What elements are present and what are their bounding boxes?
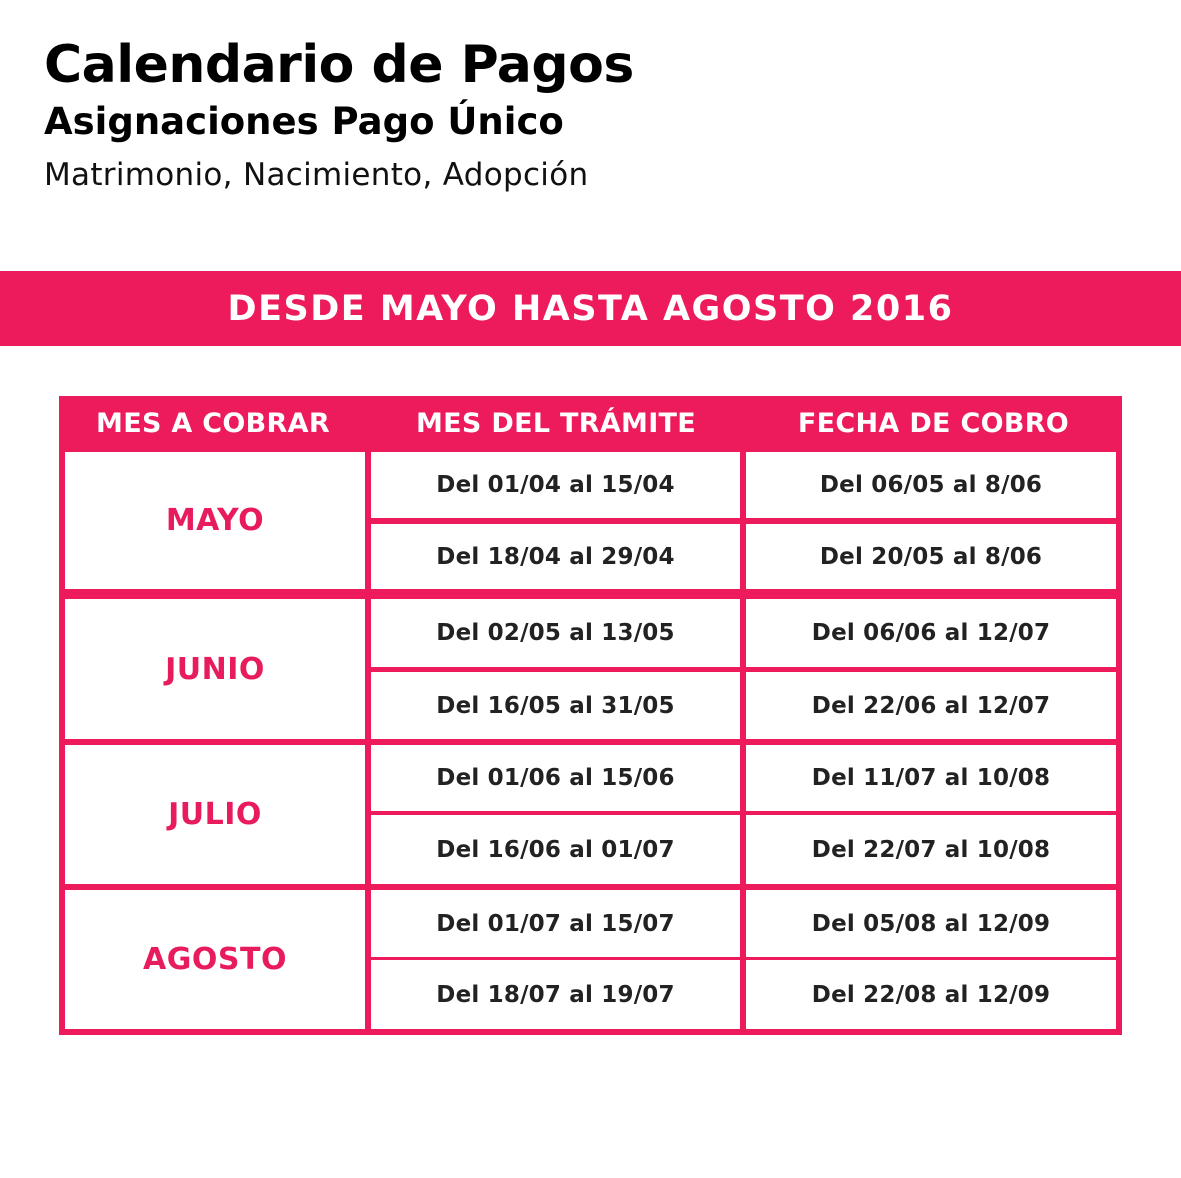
tramite-period: Del 02/05 al 13/05 xyxy=(436,620,675,646)
tramite-cell xyxy=(371,452,740,518)
column-header-fecha-de-cobro: FECHA DE COBRO xyxy=(797,408,1070,439)
cobro-period: Del 06/05 al 8/06 xyxy=(819,472,1043,498)
cobro-period: Del 11/07 al 10/08 xyxy=(811,765,1051,791)
tramite-period: Del 18/07 al 19/07 xyxy=(436,981,675,1008)
cobro-period: Del 22/06 al 12/07 xyxy=(811,692,1051,719)
tramite-cell xyxy=(371,960,740,1029)
month-label-agosto: AGOSTO xyxy=(143,942,287,977)
tramite-cell xyxy=(371,672,740,739)
month-label-julio: JULIO xyxy=(168,797,262,832)
tramite-period: Del 18/04 al 29/04 xyxy=(436,543,675,570)
tramite-cell xyxy=(371,745,740,811)
cobro-cell xyxy=(746,960,1116,1029)
tramite-period: Del 01/06 al 15/06 xyxy=(436,765,675,791)
tramite-cell xyxy=(371,524,740,589)
cobro-cell xyxy=(746,890,1116,957)
cobro-period: Del 06/06 al 12/07 xyxy=(811,620,1051,646)
cobro-period: Del 22/07 al 10/08 xyxy=(811,836,1051,863)
month-label-junio: JUNIO xyxy=(165,651,265,687)
page-description: Matrimonio, Nacimiento, Adopción xyxy=(44,157,589,193)
tramite-period: Del 16/05 al 31/05 xyxy=(436,692,675,719)
tramite-cell xyxy=(371,890,740,957)
cobro-cell xyxy=(746,672,1116,739)
page-subtitle: Asignaciones Pago Único xyxy=(44,100,564,143)
tramite-period: Del 01/04 al 15/04 xyxy=(436,472,675,498)
cobro-period: Del 22/08 al 12/09 xyxy=(811,981,1051,1008)
cobro-cell xyxy=(746,815,1116,884)
date-range-banner xyxy=(0,271,1181,346)
tramite-cell xyxy=(371,599,740,667)
cobro-cell xyxy=(746,599,1116,667)
tramite-period: Del 01/07 al 15/07 xyxy=(436,910,675,937)
month-cell xyxy=(65,452,365,589)
tramite-cell xyxy=(371,815,740,884)
month-cell xyxy=(65,890,365,1029)
page-title: Calendario de Pagos xyxy=(44,35,634,95)
cobro-period: Del 20/05 al 8/06 xyxy=(819,543,1043,570)
month-label-mayo: MAYO xyxy=(165,503,265,538)
cobro-cell xyxy=(746,745,1116,811)
column-header-mes-a-cobrar: MES A COBRAR xyxy=(96,408,330,439)
column-header-mes-del-tramite: MES DEL TRÁMITE xyxy=(416,408,696,439)
cobro-cell xyxy=(746,452,1116,518)
tramite-period: Del 16/06 al 01/07 xyxy=(436,836,675,863)
cobro-period: Del 05/08 al 12/09 xyxy=(811,910,1051,937)
date-range-banner-text: DESDE MAYO HASTA AGOSTO 2016 xyxy=(227,288,954,329)
month-cell xyxy=(65,745,365,884)
payment-schedule-table xyxy=(59,396,1122,1035)
month-cell xyxy=(65,599,365,739)
cobro-cell xyxy=(746,524,1116,589)
